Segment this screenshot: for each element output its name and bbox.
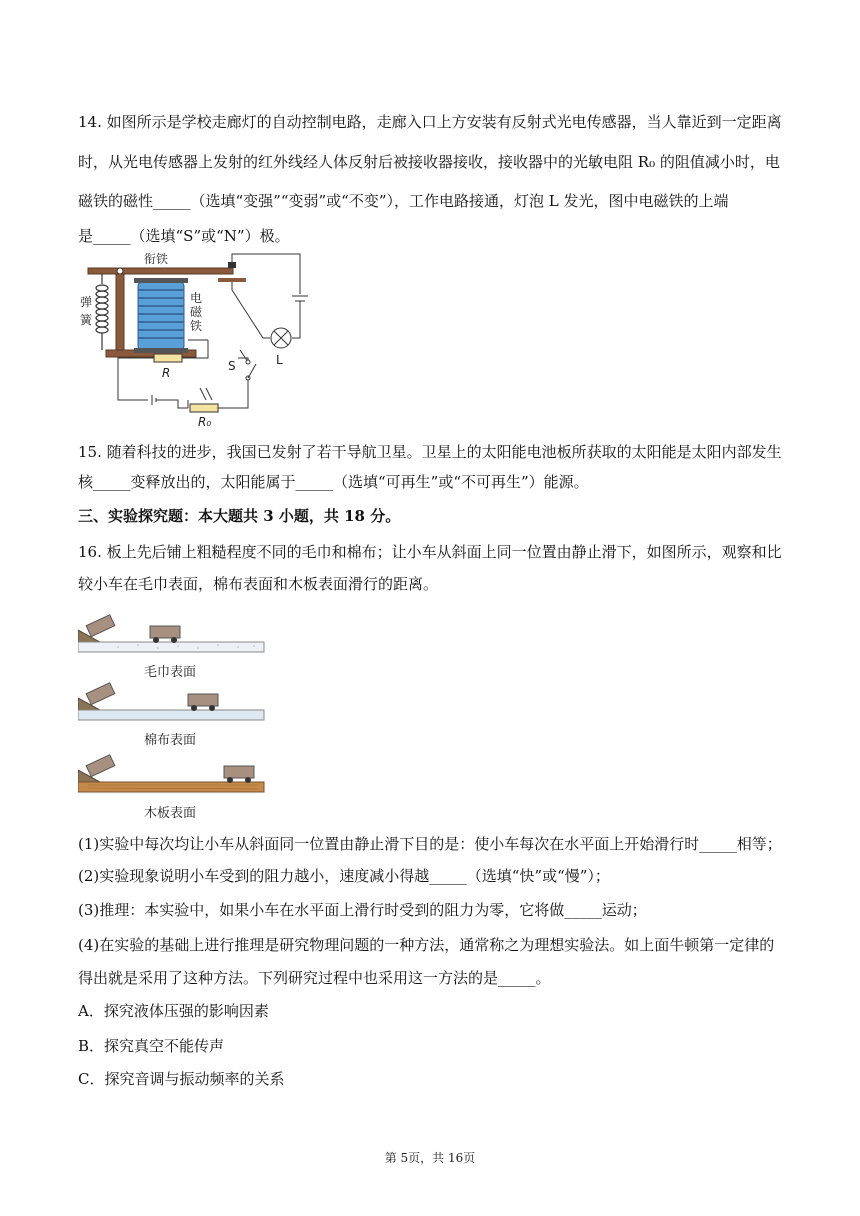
spring-icon bbox=[96, 274, 108, 350]
electromagnet-label-3: 铁 bbox=[190, 319, 203, 333]
q16-option-b: B．探究真空不能传声 bbox=[78, 1037, 225, 1055]
q14-line-1: 14. 如图所示是学校走廊灯的自动控制电路，走廊入口上方安装有反射式光电传感器，当人靠近到一定距离 bbox=[78, 113, 782, 131]
electromagnet-label-2: 磁 bbox=[190, 305, 203, 319]
ramp-wood-figure bbox=[78, 752, 268, 797]
resistor-icon bbox=[154, 354, 182, 362]
section-heading: 三、实验探究题：本大题共 3 小题，共 18 分。 bbox=[78, 507, 401, 525]
q14-line-3: 磁铁的磁性_____（选填“变强”“变弱”或“不变”），工作电路接通，灯泡 L 发光，图中电磁铁的上端 bbox=[78, 192, 729, 210]
ramp-cotton-figure bbox=[78, 680, 268, 725]
q15-line-2: 核_____变释放出的，太阳能属于_____（选填“可再生”或“不可再生”）能源。 bbox=[78, 473, 589, 491]
page-footer: 第 5页，共 16页 bbox=[384, 1151, 476, 1165]
ramp-towel-figure bbox=[78, 612, 268, 657]
q15-line-1: 15. 随着科技的进步，我国已发射了若干导航卫星。卫星上的太阳能电池板所获取的太阳能是太阳内部发生 bbox=[78, 443, 782, 461]
armature-bar bbox=[88, 268, 233, 274]
photoresistor-icon bbox=[190, 404, 218, 412]
q16-intro-line-1: 16. 板上先后铺上粗糙程度不同的毛巾和棉布；让小车从斜面上同一位置由静止滑下，如图所示，观察和比 bbox=[78, 543, 782, 561]
q16-part-1: (1)实验中每次均让小车从斜面同一位置由静止滑下目的是：使小车每次在水平面上开始滑行时_____相等； bbox=[78, 835, 782, 853]
q16-option-c: C．探究音调与振动频率的关系 bbox=[78, 1070, 285, 1088]
q16-part-2: (2)实验现象说明小车受到的阻力越小，速度减小得越_____（选填“快”或“慢”）； bbox=[78, 867, 610, 885]
q14-line-4: 是_____（选填“S”或“N”）极。 bbox=[78, 227, 290, 245]
lamp-label: L bbox=[276, 353, 283, 367]
spring-label-2: 簧 bbox=[80, 313, 93, 327]
electromagnet-label-1: 电 bbox=[190, 291, 203, 305]
photoresistor-label: R₀ bbox=[198, 415, 212, 429]
armature-label: 衔铁 bbox=[144, 252, 169, 266]
lamp-icon bbox=[271, 328, 291, 348]
q16-part-3: (3)推理：本实验中，如果小车在水平面上滑行时受到的阻力为零，它将做_____运动； bbox=[78, 901, 647, 919]
spring-label-1: 弹 bbox=[80, 295, 93, 309]
q16-option-a: A．探究液体压强的影响因素 bbox=[78, 1002, 269, 1020]
q16-part-4-line-2: 得出就是采用了这种方法。下列研究过程中也采用这一方法的是_____。 bbox=[78, 969, 551, 987]
caption-wood: 木板表面 bbox=[144, 806, 197, 821]
caption-towel: 毛巾表面 bbox=[144, 665, 197, 680]
resistor-label: R bbox=[162, 366, 171, 380]
q16-intro-line-2: 较小车在毛巾表面，棉布表面和木板表面滑行的距离。 bbox=[78, 575, 439, 593]
circuit-diagram bbox=[78, 250, 318, 430]
q14-line-2: 时，从光电传感器上发射的红外线经人体反射后被接收器接收，接收器中的光敏电阻 R₀ 的阻值减小时，电 bbox=[78, 153, 780, 171]
electromagnet-icon bbox=[138, 282, 184, 350]
q16-part-4-line-1: (4)在实验的基础上进行推理是研究物理问题的一种方法，通常称之为理想实验法。如上面牛顿第一定律的 bbox=[78, 936, 775, 954]
switch-label: S bbox=[228, 359, 236, 373]
caption-cotton: 棉布表面 bbox=[144, 733, 197, 748]
